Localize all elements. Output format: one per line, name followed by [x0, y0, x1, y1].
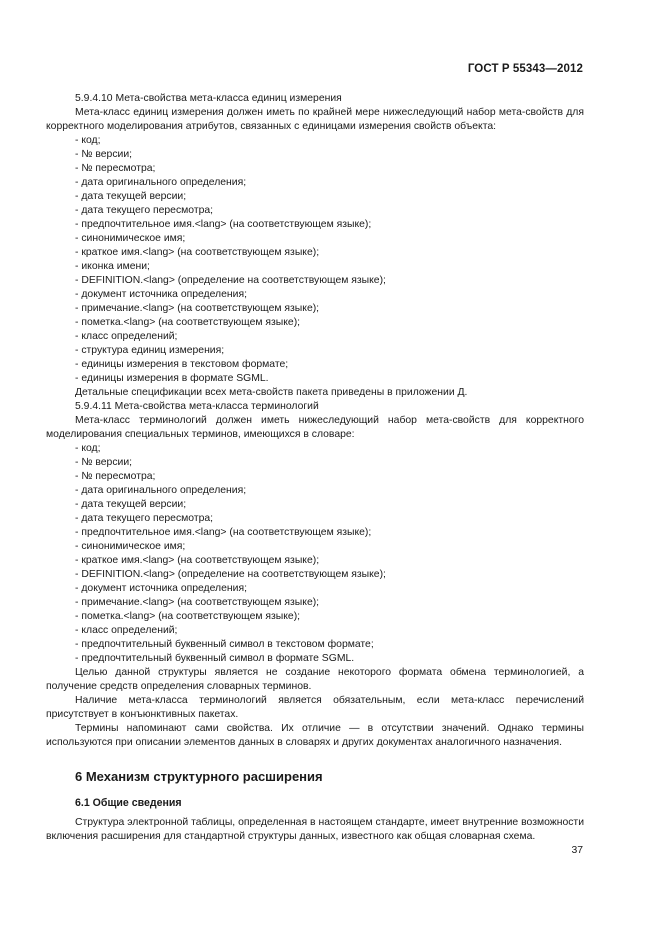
- list-item: - дата оригинального определения;: [75, 485, 247, 496]
- page-body: [46, 92, 584, 844]
- list-item: - предпочтительный буквенный символ в формате SGML.: [75, 653, 355, 664]
- list-item: - документ источника определения;: [75, 289, 247, 300]
- list-item: - примечание.<lang> (на соответствующем языке);: [75, 303, 320, 314]
- list-item: - код;: [75, 443, 101, 454]
- list-item: - № версии;: [75, 149, 133, 160]
- subsection-heading-6-1: 6.1 Общие сведения: [75, 797, 182, 809]
- list-item: - синонимическое имя;: [75, 541, 186, 552]
- paragraph-terminology-purpose: Целью данной структуры является не создание некоторого формата обмена терминологией, а получение средств определения словарных терминов.: [46, 667, 584, 692]
- list-item: - документ источника определения;: [75, 583, 247, 594]
- list-item: - дата текущего пересмотра;: [75, 513, 214, 524]
- list-item: - класс определений;: [75, 331, 178, 342]
- terminology-property-list: [46, 442, 584, 666]
- spacer: [46, 750, 584, 754]
- section-heading-5-9-4-10: 5.9.4.10 Мета-свойства мета-класса единиц измерения: [75, 93, 342, 104]
- list-item: - дата текущей версии;: [75, 499, 187, 510]
- list-item: - пометка.<lang> (на соответствующем языке);: [75, 317, 301, 328]
- list-item: - единицы измерения в текстовом формате;: [75, 359, 289, 370]
- list-item: - DEFINITION.<lang> (определение на соответствующем языке);: [75, 569, 386, 580]
- list-item: - код;: [75, 135, 101, 146]
- paragraph-terminology-intro: Мета-класс терминологий должен иметь нижеследующий набор мета-свойств для корректного моделирования специальных терминов, имеющихся в словаре:: [46, 415, 584, 440]
- list-item: - № пересмотра;: [75, 471, 156, 482]
- list-item: - структура единиц измерения;: [75, 345, 225, 356]
- list-item: - дата текущей версии;: [75, 191, 187, 202]
- section-heading-5-9-4-11: 5.9.4.11 Мета-свойства мета-класса терминологий: [75, 401, 319, 412]
- units-property-list: [46, 134, 584, 386]
- list-item: - предпочтительный буквенный символ в текстовом формате;: [75, 639, 374, 650]
- list-item: - DEFINITION.<lang> (определение на соответствующем языке);: [75, 275, 386, 286]
- paragraph-extension-intro: Структура электронной таблицы, определенная в настоящем стандарте, имеет внутренние возможности включения расширения для стандартной структуры данных, известного как общая словарная схема.: [46, 817, 584, 842]
- paragraph-terminology-usage: Термины напоминают сами свойства. Их отличие — в отсутствии значений. Однако термины используются при описании элементов данных в словарях и других документах аналогичного назначения.: [46, 723, 584, 748]
- list-item: - класс определений;: [75, 625, 178, 636]
- list-item: - единицы измерения в формате SGML.: [75, 373, 269, 384]
- list-item: - примечание.<lang> (на соответствующем языке);: [75, 597, 320, 608]
- list-item: - предпочтительное имя.<lang> (на соответствующем языке);: [75, 527, 372, 538]
- list-item: - № пересмотра;: [75, 163, 156, 174]
- paragraph-units-intro: Мета-класс единиц измерения должен иметь по крайней мере нижеследующий набор мета-свойств для корректного моделирования атрибутов, связанных с единицами измерения свойств объекта:: [46, 107, 584, 132]
- section-heading-6: 6 Механизм структурного расширения: [75, 769, 323, 784]
- paragraph-terminology-mandatory: Наличие мета-класса терминологий является обязательным, если мета-класс перечислений присутствует в конъюнктивных пакетах.: [46, 695, 584, 720]
- list-item: - иконка имени;: [75, 261, 150, 272]
- list-item: - дата текущего пересмотра;: [75, 205, 214, 216]
- page-number: 37: [571, 845, 583, 856]
- list-item: - краткое имя.<lang> (на соответствующем языке);: [75, 555, 320, 566]
- list-item: - краткое имя.<lang> (на соответствующем языке);: [75, 247, 320, 258]
- paragraph-units-outro: Детальные спецификации всех мета-свойств пакета приведены в приложении Д.: [75, 387, 468, 398]
- document-code: ГОСТ Р 55343—2012: [467, 63, 583, 75]
- list-item: - дата оригинального определения;: [75, 177, 247, 188]
- list-item: - пометка.<lang> (на соответствующем языке);: [75, 611, 301, 622]
- list-item: - синонимическое имя;: [75, 233, 186, 244]
- list-item: - предпочтительное имя.<lang> (на соответствующем языке);: [75, 219, 372, 230]
- list-item: - № версии;: [75, 457, 133, 468]
